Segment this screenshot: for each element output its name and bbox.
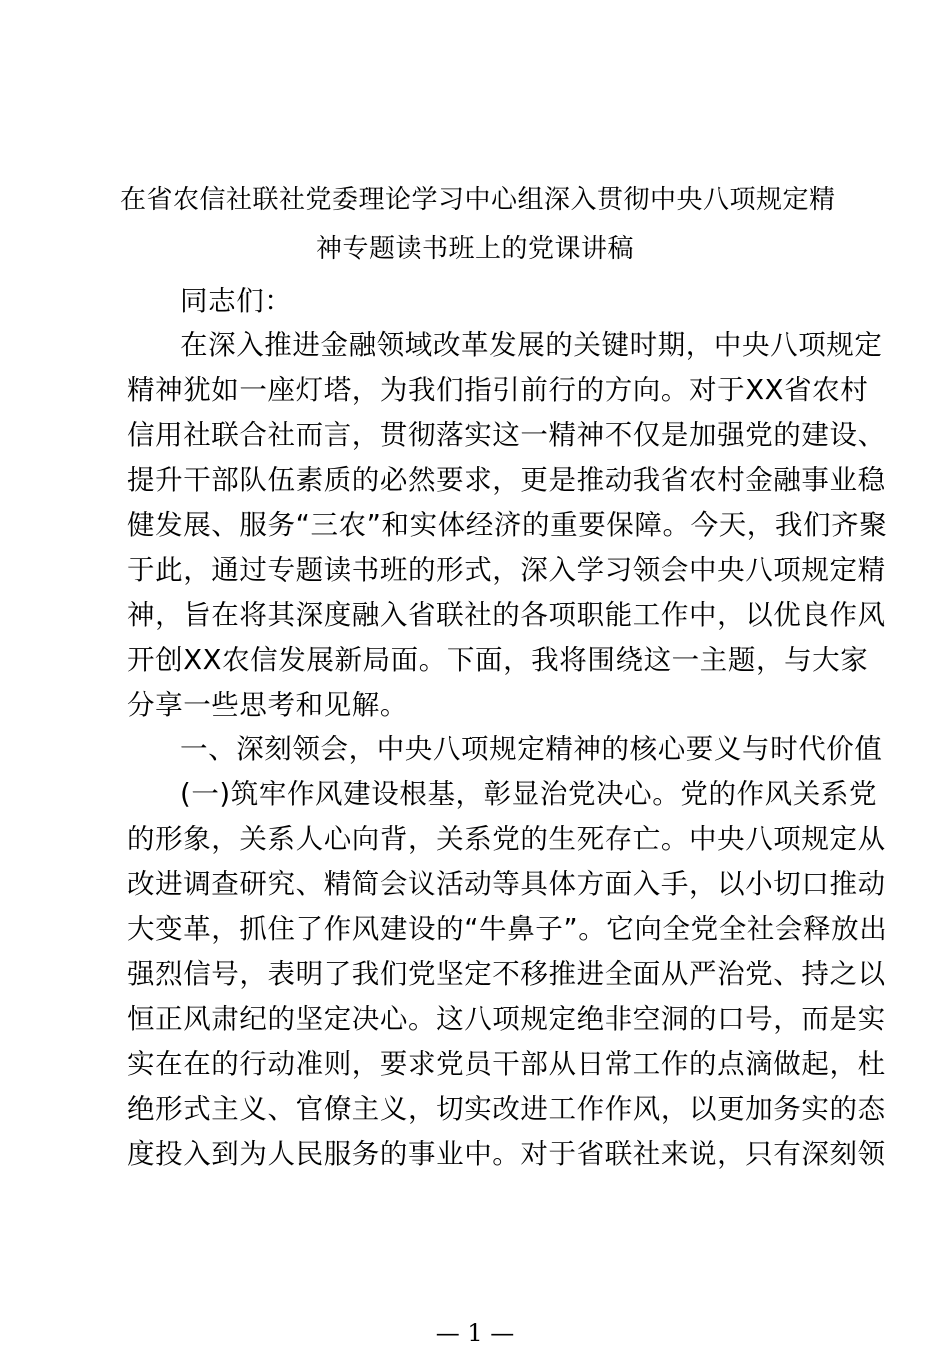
- paragraph-line: 强烈信号，表明了我们党坚定不移推进全面从严治党、持之以: [127, 958, 886, 990]
- paragraph-line: 的形象，关系人心向背，关系党的生死存亡。中央八项规定从: [127, 823, 886, 855]
- paragraph-line: 神，旨在将其深度融入省联社的各项职能工作中，以优良作风: [127, 599, 886, 631]
- paragraph-line: 于此，通过专题读书班的形式，深入学习领会中央八项规定精: [127, 554, 886, 586]
- paragraph-line: (一)筑牢作风建设根基，彰显治党决心。党的作风关系党: [180, 778, 878, 810]
- paragraph-line: 开创XX农信发展新局面。下面，我将围绕这一主题，与大家: [127, 644, 869, 676]
- paragraph-line: 度投入到为人民服务的事业中。对于省联社来说，只有深刻领: [127, 1138, 886, 1170]
- paragraph-line: 大变革，抓住了作风建设的“牛鼻子”。它向全党全社会释放出: [127, 913, 888, 945]
- paragraph-line: 在深入推进金融领域改革发展的关键时期，中央八项规定: [180, 329, 883, 361]
- paragraph-line: 实在在的行动准则，要求党员干部从日常工作的点滴做起，杜: [127, 1048, 886, 1080]
- salutation: 同志们：: [180, 285, 293, 317]
- paragraph-line: 恒正风肃纪的坚定决心。这八项规定绝非空洞的口号，而是实: [127, 1003, 886, 1035]
- paragraph-line: 改进调查研究、精简会议活动等具体方面入手，以小切口推动: [127, 868, 886, 900]
- paragraph-line: 健发展、服务“三农”和实体经济的重要保障。今天，我们齐聚: [127, 509, 888, 541]
- document-title-line-2: 神专题读书班上的党课讲稿: [315, 234, 634, 264]
- paragraph-line: 精神犹如一座灯塔，为我们指引前行的方向。对于XX省农村: [127, 374, 869, 406]
- paragraph-line: 绝形式主义、官僚主义，切实改进工作作风，以更加务实的态: [127, 1093, 886, 1125]
- paragraph-line: 提升干部队伍素质的必然要求，更是推动我省农村金融事业稳: [127, 464, 886, 496]
- section-heading: 一、深刻领会，中央八项规定精神的核心要义与时代价值: [180, 733, 883, 765]
- paragraph-line: 信用社联合社而言，贯彻落实这一精神不仅是加强党的建设、: [127, 419, 886, 451]
- paragraph-line: 分享一些思考和见解。: [127, 689, 408, 721]
- document-title-line-1: 在省农信社联社党委理论学习中心组深入贯彻中央八项规定精: [120, 185, 836, 215]
- page-number: — 1 —: [435, 1319, 515, 1347]
